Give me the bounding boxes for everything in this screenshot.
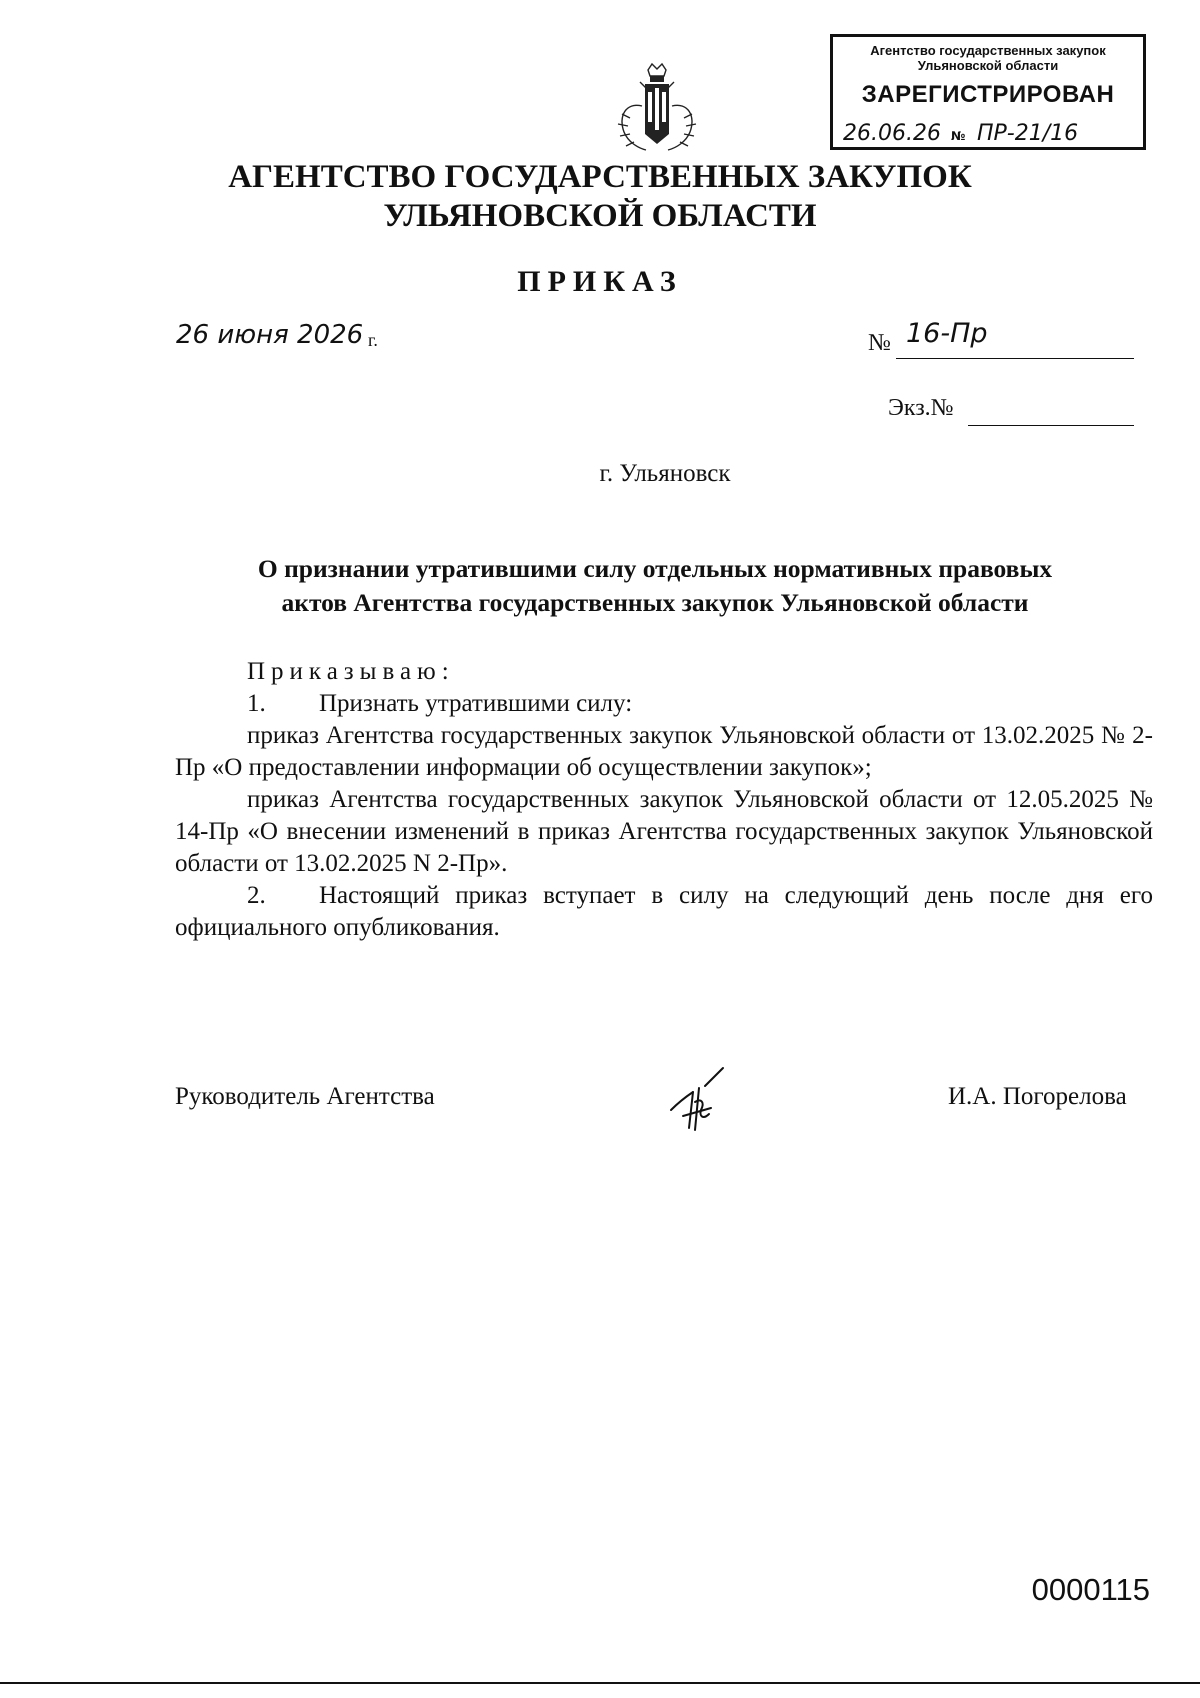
item-1 bbox=[175, 688, 1153, 720]
copy-number-label: Экз.№ bbox=[888, 395, 954, 421]
stamp-number-label: № bbox=[951, 129, 966, 143]
signatory-name: И.А. Погорелова bbox=[948, 1083, 1127, 1110]
stamp-date: 26.06.26 bbox=[843, 121, 941, 146]
item-2-text: Настоящий приказ вступает в силу на следующий день после дня его официального опубликования. bbox=[175, 882, 1153, 941]
document-type: ПРИКАЗ bbox=[517, 265, 683, 298]
stamp-registration-line bbox=[839, 119, 1133, 150]
order-body bbox=[175, 656, 1153, 944]
copy-number-line bbox=[968, 425, 1134, 426]
order-number-line bbox=[896, 358, 1134, 359]
item-1-number: 1. bbox=[247, 690, 266, 717]
signatory-title: Руководитель Агентства bbox=[175, 1083, 435, 1110]
agency-title-line2: УЛЬЯНОВСКОЙ ОБЛАСТИ bbox=[383, 198, 817, 234]
registration-stamp bbox=[830, 34, 1146, 150]
city: г. Ульяновск bbox=[599, 460, 731, 487]
stamp-reg-number: ПР-21/16 bbox=[977, 121, 1079, 146]
item-1-text: Признать утратившими силу: bbox=[319, 690, 633, 717]
handwritten-signature-icon bbox=[665, 1062, 735, 1134]
repealed-order-1: приказ Агентства государственных закупок Ульяновской области от 13.02.2025 № 2-Пр «О предоставлении информации об осуществлении закупок»; bbox=[175, 722, 1153, 781]
order-number-label: № bbox=[868, 330, 891, 356]
stamp-agency-line2: Ульяновской области bbox=[917, 58, 1059, 73]
registration-code: 0000115 bbox=[1031, 1572, 1150, 1607]
item-2 bbox=[175, 880, 1153, 944]
item-2-number: 2. bbox=[247, 882, 266, 909]
agency-title-line1: АГЕНТСТВО ГОСУДАРСТВЕННЫХ ЗАКУПОК bbox=[228, 159, 972, 195]
order-subject-line1: О признании утратившими силу отдельных нормативных правовых bbox=[257, 554, 1053, 583]
directive bbox=[175, 656, 1153, 688]
order-subject bbox=[175, 552, 1135, 620]
bottom-rule bbox=[0, 1682, 1200, 1684]
stamp-status: ЗАРЕГИСТРИРОВАН bbox=[861, 81, 1115, 108]
order-subject-line2: актов Агентства государственных закупок Ульяновской области bbox=[281, 588, 1029, 617]
stamp-agency-line1: Агентство государственных закупок bbox=[870, 43, 1106, 58]
order-date-handwritten: 26 июня 2026 bbox=[176, 320, 364, 350]
directive-text: Приказываю: bbox=[247, 658, 455, 685]
order-date-suffix: г. bbox=[368, 330, 378, 350]
order-number-handwritten: 16-Пр bbox=[906, 318, 988, 349]
stamp-agency bbox=[833, 43, 1143, 73]
coat-of-arms-icon bbox=[612, 62, 702, 162]
agency-title bbox=[0, 158, 1200, 236]
repealed-order-2: приказ Агентства государственных закупок Ульяновской области от 12.05.2025 № 14-Пр «О внесении изменений в приказ Агентства государственных закупок Ульяновской области от 13.02.2025 N 2-Пр». bbox=[175, 786, 1153, 877]
